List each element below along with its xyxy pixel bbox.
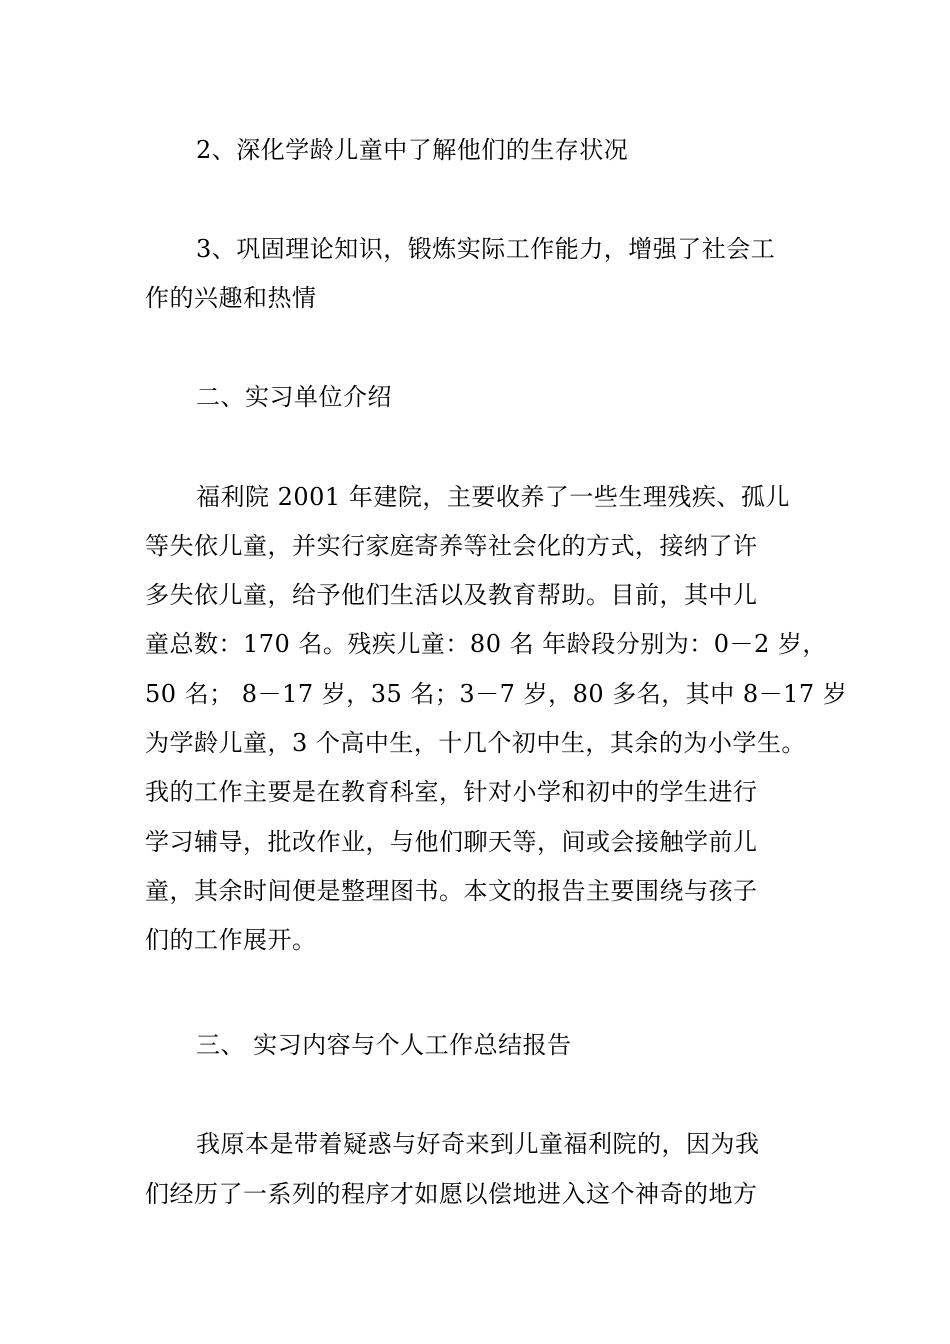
list-item-2: 2、深化学龄儿童中了解他们的生存状况: [196, 136, 629, 164]
list-item-3-line-2: 作的兴趣和热情: [145, 284, 317, 312]
section-2-paragraph-line: 为学龄儿童，3 个高中生，十几个初中生，其余的为小学生。: [145, 729, 806, 757]
section-2-heading: 二、实习单位介绍: [196, 383, 392, 411]
section-3-paragraph-line: 我原本是带着疑惑与好奇来到儿童福利院的，因为我: [196, 1130, 760, 1158]
section-2-paragraph-line: 们的工作展开。: [145, 926, 317, 954]
section-2-paragraph-line: 童，其余时间便是整理图书。本文的报告主要围绕与孩子: [145, 877, 758, 905]
section-2-paragraph-line: 50 名； 8－17 岁，35 名；3－7 岁，80 多名，其中 8－17 岁: [145, 680, 848, 708]
section-3-paragraph-line: 们经历了一系列的程序才如愿以偿地进入这个神奇的地方: [145, 1180, 758, 1208]
section-2-paragraph-line: 学习辅导，批改作业，与他们聊天等，间或会接触学前儿: [145, 828, 758, 856]
list-item-3-line-1: 3、巩固理论知识，锻炼实际工作能力，增强了社会工: [196, 235, 776, 263]
section-2-paragraph-line: 多失依儿童，给予他们生活以及教育帮助。目前，其中儿: [145, 581, 758, 609]
section-3-heading: 三、 实习内容与个人工作总结报告: [196, 1031, 572, 1059]
section-2-paragraph-line: 我的工作主要是在教育科室，针对小学和初中的学生进行: [145, 778, 758, 806]
section-2-paragraph-line: 福利院 2001 年建院，主要收养了一些生理残疾、孤儿: [196, 483, 790, 511]
section-2-paragraph-line: 童总数：170 名。残疾儿童：80 名 年龄段分别为：0－2 岁，: [145, 630, 827, 658]
section-2-paragraph-line: 等失依儿童，并实行家庭寄养等社会化的方式，接纳了许: [145, 532, 758, 560]
